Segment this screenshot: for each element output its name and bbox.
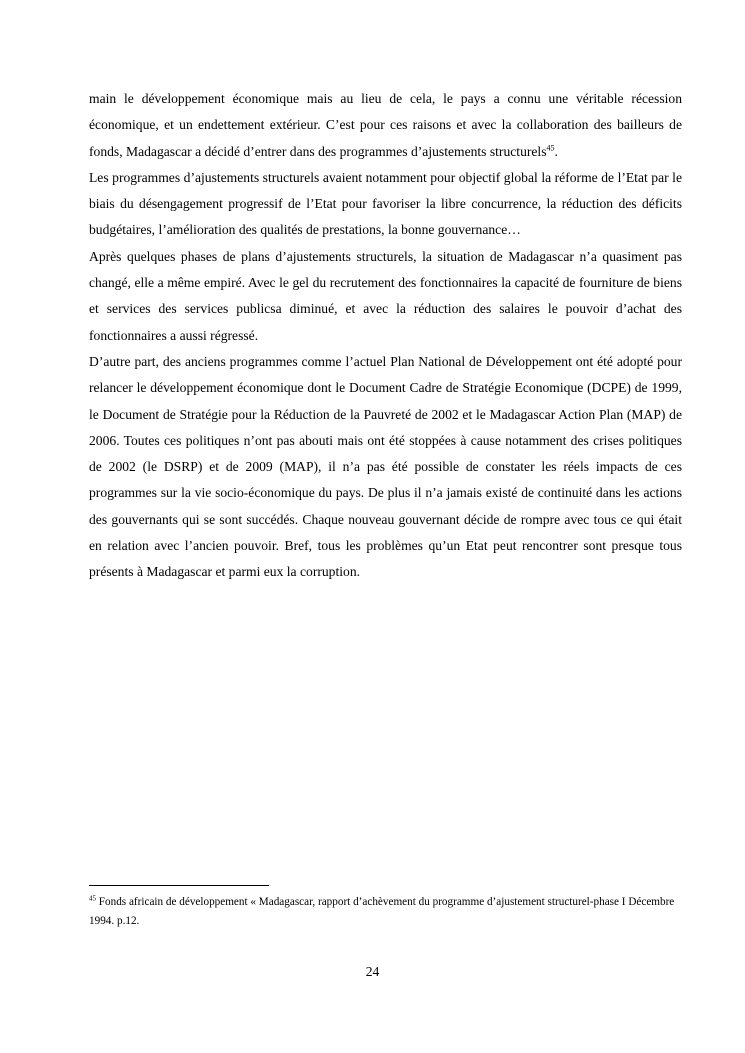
footnote-separator — [89, 885, 269, 886]
footnote-reference-45[interactable]: 45 — [546, 143, 555, 153]
footnote-number: 45 — [89, 894, 96, 903]
paragraph-1 — [89, 86, 682, 165]
paragraph-3: Après quelques phases de plans d’ajustements structurels, la situation de Madagascar n’a quasiment pas changé, elle a même empiré. Avec le gel du recrutement des fonctionnaires la capacité de fourniture de biens et services des services publicsa diminué, et avec la réduction des salaires le pouvoir d’achat des fonctionnaires a aussi régressé. — [89, 248, 682, 343]
paragraph-2: Les programmes d’ajustements structurels avaient notamment pour objectif global la réforme de l’Etat par le biais du désengagement progressif de l’Etat pour favoriser la libre concurrence, la réduction des déficits budgétaires, l’amélioration des qualités de prestations, la bonne gouvernance… — [89, 169, 682, 238]
footnote-45 — [89, 893, 682, 931]
body-text — [89, 86, 682, 586]
paragraph-4: D’autre part, des anciens programmes comme l’actuel Plan National de Développement ont été adopté pour relancer le développement économique dont le Document Cadre de Stratégie Economique (DCPE) de 1999, le Document de Stratégie pour la Réduction de la Pauvreté de 2002 et le Madagascar Action Plan (MAP) de 2006. Toutes ces politiques n’ont pas abouti mais ont été stoppées à cause notamment des crises politiques de 2002 (le DSRP) et de 2009 (MAP), il n’a pas été possible de constater les réels impacts de ces programmes sur la vie socio-économique du pays. De plus il n’a jamais existé de continuité dans les actions des gouvernants qui se sont succédés. Chaque nouveau gouvernant décide de rompre avec tous ce qui était en relation avec l’ancien pouvoir. Bref, tous les problèmes qu’un Etat peut rencontrer sont presque tous présents à Madagascar et parmi eux la corruption. — [89, 353, 682, 580]
paragraph-1-text: main le développement économique mais au lieu de cela, le pays a connu une véritable récession économique, et un endettement extérieur. C’est pour ces raisons et avec la collaboration des bailleurs de fonds, Madagascar a décidé d’entrer dans des programmes d’ajustements structurels — [89, 91, 682, 159]
page-number: 24 — [365, 964, 380, 979]
footnote-text: Fonds africain de développement « Madagascar, rapport d’achèvement du programme d’ajustement structurel-phase I Décembre 1994. p.12. — [89, 896, 675, 927]
paragraph-1-tail: . — [554, 143, 558, 159]
